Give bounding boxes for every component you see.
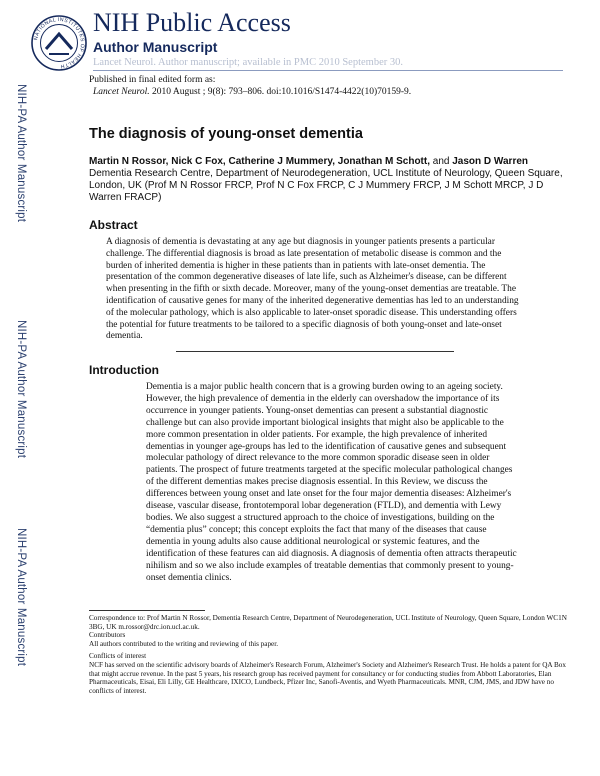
nih-public-access-title: NIH Public Access [93, 8, 291, 37]
footnotes [89, 614, 569, 695]
citation-details: 2010 August ; 9(8): 793–806. doi:10.1016/S1474-4422(10)70159-9. [149, 87, 412, 97]
contributors-text: All authors contributed to the writing and reviewing of this paper. [89, 639, 279, 648]
author-affiliation: Dementia Research Centre, Department of Neurodegeneration, UCL Institute of Neurology, Queen Square, London, UK (Prof M N Rossor FRCP, Prof N C Fox FRCP, C J Mummery FRCP, J M Schott MRCP, J D Warren FRACP) [89, 168, 563, 203]
conflicts-text: NCF has served on the scientific advisory boards of Alzheimer's Research Forum, Alzheimer's Society and Alzheimer's Research Trust. He holds a patent for QA Box that might accrue revenue. In the past 5 years, his research group has received payment for consultancy or for conducting studies from Abbott Laboratories, Elan Pharmaceuticals, Eisai, Eli Lilly, GE Healthcare, IXICO, Lundbeck, Pfizer Inc, Sanofi-Aventis, and Wyeth Pharmaceuticals. MNR, CJM, JMS, and JDW have no conflicts of interest. [89, 660, 566, 695]
footnote-divider [89, 610, 205, 611]
abstract-heading: Abstract [89, 218, 138, 232]
author-block [89, 156, 569, 204]
abstract-divider [176, 351, 454, 352]
introduction-heading: Introduction [89, 363, 159, 377]
sidebar-label-top: NIH-PA Author Manuscript [15, 84, 27, 223]
contributors-label: Contributors [89, 631, 126, 640]
header-divider [93, 70, 563, 71]
pmc-availability-line: Lancet Neurol. Author manuscript; available in PMC 2010 September 30. [93, 57, 403, 68]
correspondence-note: Correspondence to: Prof Martin N Rossor, Dementia Research Centre, Department of Neurodegeneration, UCL Institute of Neurology, Queen Square, London WC1N 3BG, UK m.rossor@drc.ion.ucl.ac.uk. [89, 614, 567, 631]
author-names-last: Jason D Warren [452, 156, 529, 167]
citation-journal: Lancet Neurol. [93, 87, 150, 97]
introduction-text: Dementia is a major public health concern that is a growing burden owing to an ageing society. However, the high prevalence of dementia in the elderly can overshadow the importance of its occurrence in younger patients. Young-onset dementias can present a substantial diagnostic challenge but can also provide important biological insights that might also be applicable to the more common presentation in older patients. For example, the high prevalence of inherited dementias in younger age-groups has led to the identification of causative genes and subsequent molecular pathology of direct relevance to the more common sporadic disease seen in older patients. The prospect of future treatments targeted at the specific molecular pathological changes of the different dementias makes precise diagnosis essential. In this Review, we discuss the differences between young onset and late onset for the four major dementia diseases: Alzheimer's disease, vascular disease, frontotemporal lobar degeneration (FTLD), and dementia with Lewy bodies. We also suggest a structured approach to the choice of investigations, building on the “dementia plus” concept; this concept exploits the fact that many of the diseases that cause dementia in young adults also cause additional neurological or systemic features, and the identification of these features can aid diagnosis. A diagnosis of dementia often attracts therapeutic nihilism and so we also include examples of treatable dementias that commonly present to young-onset dementia clinics. [146, 382, 517, 583]
article-title: The diagnosis of young-onset dementia [89, 126, 363, 142]
citation [93, 87, 411, 97]
published-label: Published in final edited form as: [89, 75, 216, 85]
author-names-and: and [430, 156, 453, 167]
nih-logo-icon [30, 14, 88, 72]
abstract-text: A diagnosis of dementia is devastating at any age but diagnosis in younger patients presents a particular challenge. The differential diagnosis is broad as late presentation of metabolic disease is common and the burden of inherited dementia is higher in these patients than in patients with late-onset dementia. The presentation of the common degenerative diseases of late life, such as Alzheimer's disease, can be different when presenting in the fifth or sixth decade. Moreover, many of the young-onset dementias are treatable. The identification of causative genes for many of the inherited degenerative dementias has led to an understanding of the molecular pathology, which is also applicable to later-onset sporadic disease. This understanding offers the potential for future treatments to be tailored to a specific diagnosis of both young-onset and late-onset dementia. [106, 237, 519, 342]
svg-text:NATIONAL INSTITUTES OF HEALTH: NATIONAL INSTITUTES OF HEALTH [33, 16, 86, 70]
author-names [89, 156, 569, 168]
author-manuscript-subtitle: Author Manuscript [93, 39, 218, 55]
author-names-main: Martin N Rossor, Nick C Fox, Catherine J Mummery, Jonathan M Schott, [89, 156, 430, 167]
sidebar-label-middle: NIH-PA Author Manuscript [15, 320, 27, 459]
conflicts-label: Conflicts of interest [89, 652, 147, 661]
sidebar-label-bottom: NIH-PA Author Manuscript [15, 528, 27, 667]
